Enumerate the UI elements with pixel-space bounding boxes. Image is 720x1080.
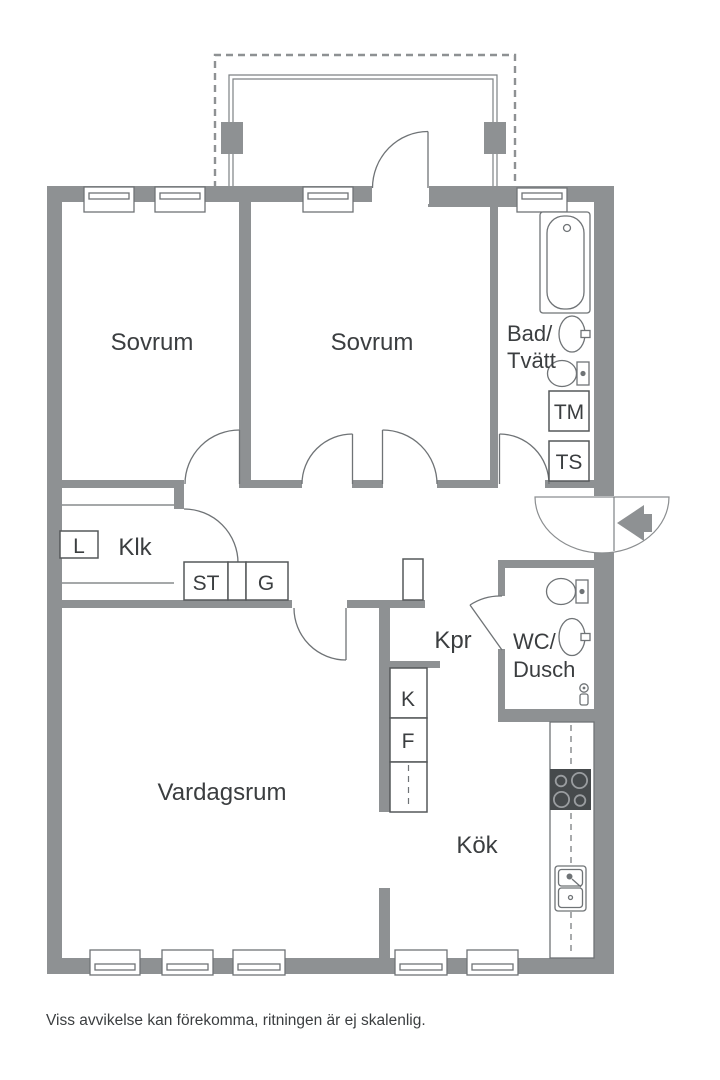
wall-living-top-1: [62, 600, 292, 608]
label-fridge: K: [400, 688, 416, 711]
shower-fixture-icon: [580, 684, 588, 705]
window-7: [233, 950, 285, 975]
label-linen-cabinet: L: [73, 535, 85, 558]
wall-wc-top: [498, 560, 596, 568]
label-freezer: F: [401, 730, 415, 753]
entrance-door: [535, 496, 669, 553]
balcony-post-right: [484, 122, 506, 154]
room-label-wc-line1: WC/: [513, 629, 556, 654]
label-washing-machine: TM: [553, 401, 585, 424]
stove: [550, 769, 591, 810]
closet-door: [184, 509, 238, 563]
balcony-post-left: [221, 122, 243, 154]
wall-closet-stub: [174, 488, 184, 509]
wall-pillar: [428, 186, 517, 207]
bathroom-sink: [559, 316, 590, 352]
wc-sink: [559, 619, 590, 656]
wall-wc-left-upper: [498, 568, 505, 596]
wall-bathroom-left: [490, 202, 498, 488]
room-label-closet: Klk: [118, 534, 152, 561]
wall-kf-top: [379, 661, 440, 668]
window-5: [90, 950, 140, 975]
hall-cabinets: [60, 505, 423, 600]
wall-bedroom-separator: [239, 202, 251, 488]
walls: [47, 184, 614, 974]
window-2: [155, 187, 205, 212]
room-label-bath-line1: Bad/: [507, 321, 553, 346]
window-9: [467, 950, 518, 975]
bathroom-door: [500, 434, 550, 484]
wc-toilet: [547, 579, 589, 605]
bedroom2-door-left: [302, 434, 353, 484]
wc-door: [470, 596, 502, 650]
balcony-railing-inner: [233, 79, 493, 188]
wall-left: [47, 186, 62, 974]
wall-hall-top-3: [352, 480, 383, 488]
window-1: [84, 187, 134, 212]
living-room-door: [294, 608, 346, 660]
tall-cabinet-box: [403, 559, 423, 600]
wall-wc-bottom: [498, 709, 596, 722]
bathtub: [540, 212, 590, 313]
bedroom1-door: [185, 430, 240, 484]
balcony-door-opening: [372, 184, 429, 204]
label-wardrobe-st: ST: [192, 572, 220, 595]
bathroom-fixtures: [540, 212, 590, 481]
bedroom2-door-right: [383, 430, 438, 484]
balcony-door: [373, 132, 429, 189]
window-3: [303, 187, 353, 212]
room-label-wc-line2: Dusch: [513, 657, 576, 682]
room-label-bath-line2: Tvätt: [507, 348, 556, 373]
room-label-living-room: Vardagsrum: [157, 779, 287, 806]
kf-counter: [390, 762, 427, 812]
label-wardrobe-g: G: [257, 572, 275, 595]
wall-right: [594, 186, 614, 974]
window-4: [517, 188, 567, 212]
kitchen-counter: [550, 722, 594, 958]
balcony-railing-outer: [229, 75, 497, 188]
wall-kitchen-left-upper: [379, 608, 390, 812]
window-8: [395, 950, 447, 975]
wall-kitchen-left-lower: [379, 888, 390, 958]
wall-hall-top-2: [239, 480, 302, 488]
label-drying-cabinet: TS: [555, 451, 583, 474]
room-label-storage: Kpr: [434, 627, 472, 654]
wall-living-top-2: [347, 600, 425, 608]
room-label-bedroom-2: Sovrum: [330, 329, 414, 356]
room-label-kitchen: Kök: [456, 832, 498, 859]
wall-wc-left-lower: [498, 649, 505, 712]
window-6: [162, 950, 213, 975]
kitchen-sink: [555, 866, 586, 911]
wall-hall-top-4: [437, 480, 498, 488]
wall-hall-top-1: [62, 480, 184, 488]
footer-disclaimer: Viss avvikelse kan förekomma, ritningen är ej skalenlig.: [46, 1012, 426, 1029]
wardrobe-gap-box: [228, 562, 246, 600]
room-label-bedroom-1: Sovrum: [110, 329, 194, 356]
balcony: [215, 55, 515, 188]
